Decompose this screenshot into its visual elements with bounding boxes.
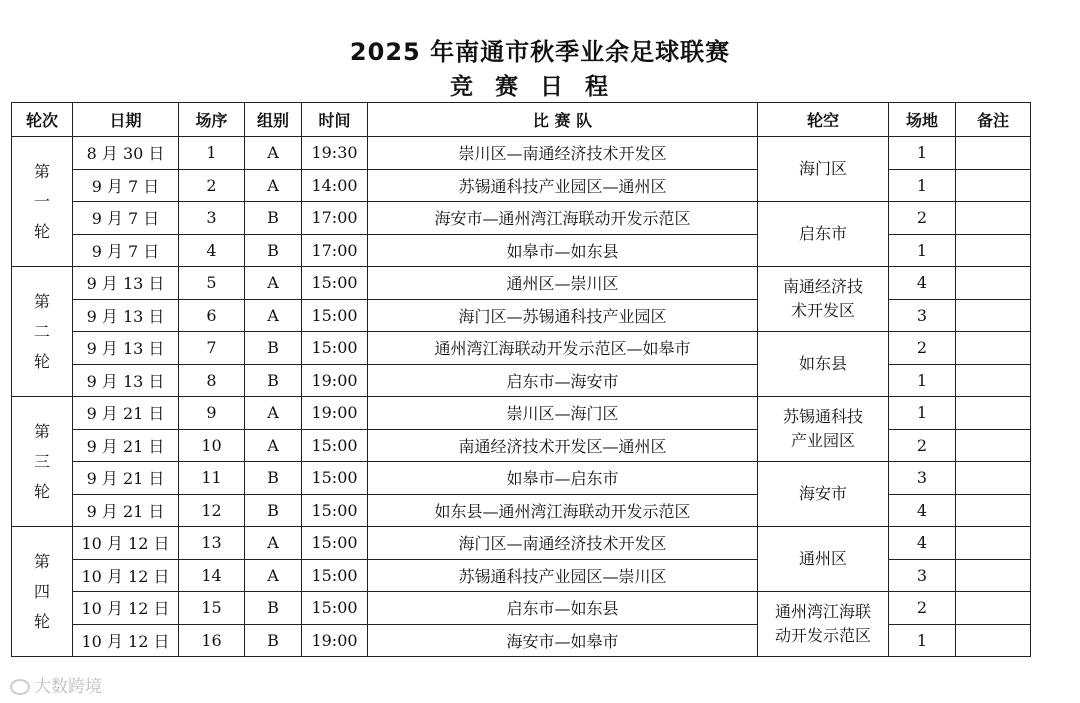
match-time: 19:00 xyxy=(302,364,368,397)
match-number: 8 xyxy=(179,364,245,397)
match-teams: 启东市—海安市 xyxy=(368,364,758,397)
header-teams: 比 赛 队 xyxy=(368,103,758,137)
match-teams: 如东县—通州湾江海联动开发示范区 xyxy=(368,494,758,527)
table-row xyxy=(12,592,1031,625)
match-teams: 如皋市—如东县 xyxy=(368,234,758,267)
match-group: B xyxy=(245,624,302,657)
match-group: A xyxy=(245,137,302,170)
watermark-logo-icon xyxy=(10,679,30,695)
round-label xyxy=(12,527,73,657)
match-note xyxy=(956,397,1031,430)
match-number: 7 xyxy=(179,332,245,365)
match-date: 9 月 13 日 xyxy=(73,364,179,397)
bye-team: 如东县 xyxy=(758,332,889,397)
match-note xyxy=(956,462,1031,495)
match-time: 15:00 xyxy=(302,527,368,560)
round-label-char: 轮 xyxy=(33,221,50,241)
match-note xyxy=(956,624,1031,657)
match-group: B xyxy=(245,494,302,527)
match-group: A xyxy=(245,299,302,332)
match-date: 9 月 21 日 xyxy=(73,462,179,495)
match-time: 14:00 xyxy=(302,169,368,202)
match-number: 12 xyxy=(179,494,245,527)
bye-team-line: 产业园区 xyxy=(790,431,855,450)
match-note xyxy=(956,364,1031,397)
match-date: 9 月 13 日 xyxy=(73,299,179,332)
bye-team: 海门区 xyxy=(758,137,889,202)
match-date: 9 月 21 日 xyxy=(73,429,179,462)
round-label-char: 轮 xyxy=(33,481,50,501)
header-bye: 轮空 xyxy=(758,103,889,137)
match-teams: 启东市—如东县 xyxy=(368,592,758,625)
match-note xyxy=(956,592,1031,625)
bye-team xyxy=(758,592,889,657)
bye-team: 海安市 xyxy=(758,462,889,527)
match-note xyxy=(956,137,1031,170)
match-number: 11 xyxy=(179,462,245,495)
match-date: 9 月 7 日 xyxy=(73,202,179,235)
match-teams: 海安市—如皋市 xyxy=(368,624,758,657)
round-label-char: 轮 xyxy=(33,611,50,631)
table-header-row xyxy=(12,103,1031,137)
match-time: 15:00 xyxy=(302,494,368,527)
round-label-char: 四 xyxy=(33,581,50,601)
bye-team xyxy=(758,267,889,332)
match-note xyxy=(956,267,1031,300)
match-time: 15:00 xyxy=(302,592,368,625)
table-row xyxy=(12,137,1031,170)
round-label-char: 第 xyxy=(33,421,50,441)
match-venue: 4 xyxy=(889,494,956,527)
match-teams: 通州湾江海联动开发示范区—如皋市 xyxy=(368,332,758,365)
match-venue: 1 xyxy=(889,397,956,430)
table-row xyxy=(12,267,1031,300)
round-label-char: 第 xyxy=(33,291,50,311)
match-number: 15 xyxy=(179,592,245,625)
match-group: A xyxy=(245,169,302,202)
match-time: 15:00 xyxy=(302,299,368,332)
match-teams: 苏锡通科技产业园区—通州区 xyxy=(368,169,758,202)
match-group: B xyxy=(245,462,302,495)
table-row xyxy=(12,462,1031,495)
match-group: A xyxy=(245,527,302,560)
round-label-char: 二 xyxy=(33,321,50,341)
match-time: 17:00 xyxy=(302,202,368,235)
match-venue: 1 xyxy=(889,137,956,170)
match-venue: 3 xyxy=(889,299,956,332)
round-label xyxy=(12,137,73,267)
match-teams: 苏锡通科技产业园区—崇川区 xyxy=(368,559,758,592)
header-group: 组别 xyxy=(245,103,302,137)
watermark-text: 大数跨境 xyxy=(34,677,102,697)
match-teams: 崇川区—海门区 xyxy=(368,397,758,430)
match-note xyxy=(956,332,1031,365)
match-venue: 2 xyxy=(889,202,956,235)
match-date: 10 月 12 日 xyxy=(73,527,179,560)
match-number: 16 xyxy=(179,624,245,657)
bye-team-line: 术开发区 xyxy=(790,301,855,320)
schedule-table xyxy=(11,102,1031,657)
round-label xyxy=(12,267,73,397)
bye-team-line: 苏锡通科技 xyxy=(782,407,863,426)
match-teams: 崇川区—南通经济技术开发区 xyxy=(368,137,758,170)
round-label-char: 第 xyxy=(33,161,50,181)
header-note: 备注 xyxy=(956,103,1031,137)
bye-team xyxy=(758,397,889,462)
match-group: B xyxy=(245,202,302,235)
match-group: A xyxy=(245,559,302,592)
watermark xyxy=(10,672,102,697)
match-group: A xyxy=(245,429,302,462)
header-time: 时间 xyxy=(302,103,368,137)
bye-team-line: 通州湾江海联 xyxy=(774,602,871,621)
match-venue: 1 xyxy=(889,364,956,397)
match-venue: 1 xyxy=(889,169,956,202)
match-venue: 1 xyxy=(889,624,956,657)
round-label-char: 轮 xyxy=(33,351,50,371)
match-date: 10 月 12 日 xyxy=(73,624,179,657)
header-venue: 场地 xyxy=(889,103,956,137)
bye-team: 启东市 xyxy=(758,202,889,267)
match-number: 10 xyxy=(179,429,245,462)
match-group: B xyxy=(245,364,302,397)
match-note xyxy=(956,299,1031,332)
match-group: B xyxy=(245,332,302,365)
match-date: 8 月 30 日 xyxy=(73,137,179,170)
match-date: 9 月 7 日 xyxy=(73,234,179,267)
round-label-char: 一 xyxy=(33,191,50,211)
table-row xyxy=(12,397,1031,430)
match-teams: 海安市—通州湾江海联动开发示范区 xyxy=(368,202,758,235)
match-group: A xyxy=(245,397,302,430)
match-date: 9 月 21 日 xyxy=(73,397,179,430)
match-venue: 1 xyxy=(889,234,956,267)
match-teams: 南通经济技术开发区—通州区 xyxy=(368,429,758,462)
match-teams: 如皋市—启东市 xyxy=(368,462,758,495)
round-label xyxy=(12,397,73,527)
header-round: 轮次 xyxy=(12,103,73,137)
match-teams: 通州区—崇川区 xyxy=(368,267,758,300)
match-time: 19:00 xyxy=(302,624,368,657)
match-venue: 2 xyxy=(889,429,956,462)
match-time: 15:00 xyxy=(302,332,368,365)
match-venue: 3 xyxy=(889,462,956,495)
match-time: 17:00 xyxy=(302,234,368,267)
match-number: 13 xyxy=(179,527,245,560)
match-date: 9 月 7 日 xyxy=(73,169,179,202)
match-venue: 2 xyxy=(889,332,956,365)
match-note xyxy=(956,234,1031,267)
match-venue: 3 xyxy=(889,559,956,592)
match-venue: 2 xyxy=(889,592,956,625)
match-date: 9 月 13 日 xyxy=(73,332,179,365)
match-group: B xyxy=(245,234,302,267)
match-number: 2 xyxy=(179,169,245,202)
match-number: 4 xyxy=(179,234,245,267)
document-subtitle: 竞赛日程 xyxy=(450,74,630,100)
match-time: 15:00 xyxy=(302,267,368,300)
bye-team: 通州区 xyxy=(758,527,889,592)
match-group: B xyxy=(245,592,302,625)
match-time: 19:00 xyxy=(302,397,368,430)
match-venue: 4 xyxy=(889,267,956,300)
table-row xyxy=(12,527,1031,560)
match-note xyxy=(956,494,1031,527)
match-number: 6 xyxy=(179,299,245,332)
match-number: 9 xyxy=(179,397,245,430)
match-note xyxy=(956,527,1031,560)
match-number: 5 xyxy=(179,267,245,300)
match-teams: 海门区—苏锡通科技产业园区 xyxy=(368,299,758,332)
match-time: 15:00 xyxy=(302,559,368,592)
match-group: A xyxy=(245,267,302,300)
match-teams: 海门区—南通经济技术开发区 xyxy=(368,527,758,560)
bye-team-line: 南通经济技 xyxy=(782,277,863,296)
match-venue: 4 xyxy=(889,527,956,560)
match-date: 9 月 21 日 xyxy=(73,494,179,527)
document-title: 2025 年南通市秋季业余足球联赛 xyxy=(349,38,731,66)
match-date: 9 月 13 日 xyxy=(73,267,179,300)
match-note xyxy=(956,429,1031,462)
match-time: 15:00 xyxy=(302,462,368,495)
match-number: 14 xyxy=(179,559,245,592)
round-label-char: 第 xyxy=(33,551,50,571)
table-row xyxy=(12,202,1031,235)
match-date: 10 月 12 日 xyxy=(73,559,179,592)
header-date: 日期 xyxy=(73,103,179,137)
match-note xyxy=(956,169,1031,202)
match-note xyxy=(956,202,1031,235)
match-time: 19:30 xyxy=(302,137,368,170)
table-row xyxy=(12,332,1031,365)
match-note xyxy=(956,559,1031,592)
match-date: 10 月 12 日 xyxy=(73,592,179,625)
match-number: 1 xyxy=(179,137,245,170)
header-match-no: 场序 xyxy=(179,103,245,137)
round-label-char: 三 xyxy=(33,451,50,471)
bye-team-line: 动开发示范区 xyxy=(774,626,871,645)
match-number: 3 xyxy=(179,202,245,235)
match-time: 15:00 xyxy=(302,429,368,462)
